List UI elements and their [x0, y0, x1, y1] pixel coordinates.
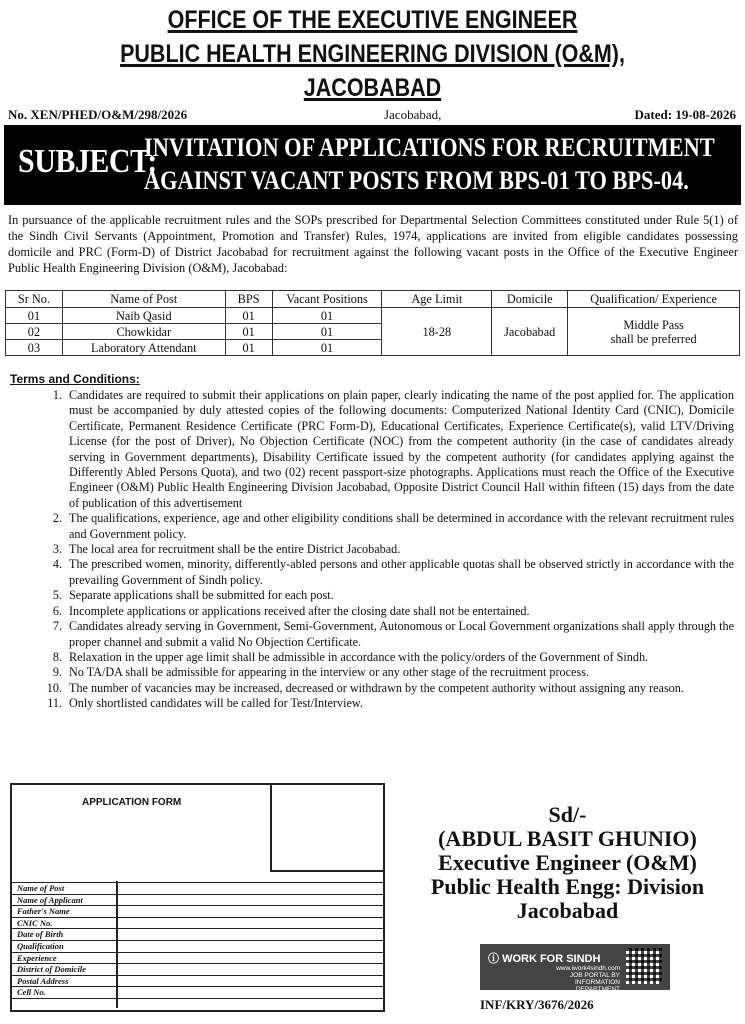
- signatory-title: Executive Engineer (O&M): [438, 850, 697, 875]
- form-field-name-of-post: Name of Post: [12, 882, 383, 895]
- form-fields: [12, 882, 383, 999]
- list-item: [10, 604, 734, 619]
- qualification-line-2: shall be preferred: [610, 331, 697, 346]
- term-number: 7.: [52, 619, 62, 634]
- signature-sd: Sd/-: [548, 802, 587, 827]
- subject-line-1: INVITATION OF APPLICATIONS FOR RECRUITMENT: [144, 133, 715, 162]
- term-number: 9.: [52, 665, 62, 680]
- list-item: [10, 650, 734, 665]
- form-field-qualification: Qualification: [12, 941, 383, 953]
- table-header-row: [6, 291, 740, 308]
- vacancy-table: [5, 290, 740, 356]
- form-field-cnic: CNIC No.: [12, 918, 383, 930]
- cell-post: Chowkidar: [62, 324, 225, 340]
- office-title-text: OFFICE OF THE EXECUTIVE ENGINEER: [167, 6, 578, 34]
- col-header-qualification: Qualification/ Experience: [568, 291, 740, 308]
- term-text: Candidates already serving in Government, Semi-Government, Autonomous or Local Government organizations shall apply through the proper channel and submit a valid No Objection Certificate.: [69, 619, 734, 649]
- list-item: [10, 557, 734, 588]
- subject-banner: [4, 125, 741, 205]
- division-title: [52, 40, 693, 68]
- term-number: 2.: [52, 511, 62, 526]
- col-header-sr: Sr No.: [6, 291, 63, 308]
- term-text: The number of vacancies may be increased, decreased or withdrawn by the competent authority without assigning any reason.: [69, 680, 684, 695]
- term-text: Separate applications shall be submitted for each post.: [69, 588, 334, 603]
- subject-label: SUBJECT:: [18, 143, 157, 180]
- qualification-line-1: Middle Pass: [623, 317, 684, 332]
- term-text: The qualifications, experience, age and other eligibility conditions shall be determined in accordance with the relevant recruitment rules and Government policy.: [69, 511, 734, 541]
- cell-bps: 01: [225, 308, 272, 324]
- reference-date: Dated: 19-08-2026: [634, 107, 736, 122]
- terms-title: Terms and Conditions:: [10, 372, 140, 386]
- term-number: 10.: [46, 680, 62, 695]
- list-item: [10, 665, 734, 680]
- form-field-date-of-birth: Date of Birth: [12, 929, 383, 941]
- intro-paragraph: In pursuance of the applicable recruitment rules and the SOPs prescribed for Departmental Selection Committees constituted under Rule 5(1) of the Sindh Civil Servants (Appointment, Promotion and Transfer) Rules, 1974, applications are invited from eligible candidates possessing domicile and PRC (Form-D) of District Jacobabad for recruitment against the following vacant posts in the Office of the Executive Engineer Public Health Engineering Division (O&M), Jacobabad:: [8, 213, 738, 275]
- office-title: [52, 6, 693, 34]
- signatory-city: Jacobabad: [516, 898, 619, 923]
- list-item: [10, 542, 734, 557]
- logo-tagline: [550, 965, 620, 993]
- cell-vacant: 01: [272, 308, 382, 324]
- cell-qualification: [568, 308, 740, 356]
- col-header-domicile: Domicile: [492, 291, 568, 308]
- col-header-age: Age Limit: [382, 291, 492, 308]
- term-text: Only shortlisted candidates will be called for Test/Interview.: [69, 696, 363, 711]
- term-number: 11.: [47, 696, 62, 711]
- term-text: No TA/DA shall be admissible for appearing in the interview or any other stage of the recruitment process.: [69, 665, 590, 680]
- list-item: [10, 588, 734, 603]
- photo-box: [270, 783, 385, 872]
- logo-brand: ⓘ WORK FOR SINDH: [488, 953, 601, 965]
- logo-url: www.iwork4sindh.com: [556, 965, 620, 972]
- term-text: The prescribed women, minority, differently-abled persons and other applicable quotas shall be observed strictly in accordance with the prevailing Government of Sindh policy.: [69, 557, 734, 587]
- logo-tag-1: JOB PORTAL BY: [569, 972, 620, 979]
- cell-bps: 01: [225, 324, 272, 340]
- cell-bps: 01: [225, 340, 272, 356]
- form-field-name-of-applicant: Name of Applicant: [12, 895, 383, 907]
- reference-line: [8, 107, 736, 123]
- work-for-sindh-logo: [480, 944, 670, 993]
- cell-sr: 01: [6, 308, 63, 324]
- term-number: 8.: [52, 649, 62, 664]
- col-header-bps: BPS: [225, 291, 272, 308]
- subject-line-2: AGAINST VACANT POSTS FROM BPS-01 TO BPS-04.: [144, 166, 689, 195]
- list-item: [10, 696, 734, 711]
- logo-tag-2: INFORMATION DEPARTMENT: [574, 979, 620, 993]
- cell-age-limit: 18-28: [382, 308, 492, 356]
- cell-sr: 02: [6, 324, 63, 340]
- table-row: [6, 308, 740, 324]
- term-text: The local area for recruitment shall be the entire District Jacobabad.: [69, 542, 401, 557]
- term-number: 3.: [52, 542, 62, 557]
- cell-sr: 03: [6, 340, 63, 356]
- subject-text: [144, 131, 715, 197]
- reference-place: Jacobabad,: [384, 107, 442, 122]
- form-field-postal-address: Postal Address: [12, 976, 383, 988]
- cell-post: Laboratory Attendant: [62, 340, 225, 356]
- logo-brand-text: WORK FOR SINDH: [502, 953, 601, 965]
- city-title: [52, 74, 693, 102]
- col-header-vacant: Vacant Positions: [272, 291, 382, 308]
- division-title-text: PUBLIC HEALTH ENGINEERING DIVISION (O&M),: [120, 40, 625, 68]
- application-form: [10, 783, 385, 1012]
- signature-block: [390, 803, 745, 923]
- cell-vacant: 01: [272, 324, 382, 340]
- signatory-name: (ABDUL BASIT GHUNIO): [438, 826, 697, 851]
- terms-list: [10, 388, 734, 712]
- term-text: Candidates are required to submit their applications on plain paper, clearly indicating the name of the post applied for. The application must be accompanied by duly attested copies of the following documents: Computerized National Identity Card (CNIC), Domicile Certificate, Permanent Residence Certificate (PRC Form-D), Educational Certificates, Experience Certificate(s), valid LTV/Driving License (for the post of Driver), No Objection Certificate (NOC) from the competent authority (in the case of candidates already serving in Government departments), Disability Certificate issued by the competent authority (for candidates applying against the Differently Abled Persons Quota), and two (02) recent passport-size photographs. Applications must reach the Office of the Executive Engineer (O&M) Public Health Engineering Division Jacobabad, Opposite District Council Hall within fifteen (15) days from the date of publication of this advertisement: [69, 388, 734, 510]
- city-title-text: JACOBABAD: [303, 74, 442, 102]
- reference-number: No. XEN/PHED/O&M/298/2026: [8, 107, 188, 122]
- col-header-post: Name of Post: [62, 291, 225, 308]
- term-number: 5.: [52, 588, 62, 603]
- list-item: [10, 388, 734, 511]
- term-text: Relaxation in the upper age limit shall be admissible in accordance with the policy/orders of the Government of Sindh.: [69, 649, 649, 664]
- term-number: 6.: [52, 603, 62, 618]
- cell-vacant: 01: [272, 340, 382, 356]
- term-text: Incomplete applications or applications received after the closing date shall not be entertained.: [69, 603, 530, 618]
- cell-post: Naib Qasid: [62, 308, 225, 324]
- inf-reference: INF/KRY/3676/2026: [480, 997, 594, 1012]
- term-number: 1.: [52, 388, 62, 402]
- form-field-fathers-name: Father's Name: [12, 906, 383, 918]
- form-field-experience: Experience: [12, 953, 383, 965]
- application-form-title: APPLICATION FORM: [82, 797, 182, 808]
- signatory-division: Public Health Engg: Division: [430, 874, 705, 899]
- form-field-district-of-domicile: District of Domicile: [12, 964, 383, 976]
- cell-domicile: Jacobabad: [492, 308, 568, 356]
- term-number: 4.: [52, 557, 62, 572]
- qr-code-icon: [626, 948, 662, 984]
- list-item: [10, 681, 734, 696]
- list-item: [10, 619, 734, 650]
- form-field-cell-no: Cell No.: [12, 987, 383, 999]
- list-item: [10, 511, 734, 542]
